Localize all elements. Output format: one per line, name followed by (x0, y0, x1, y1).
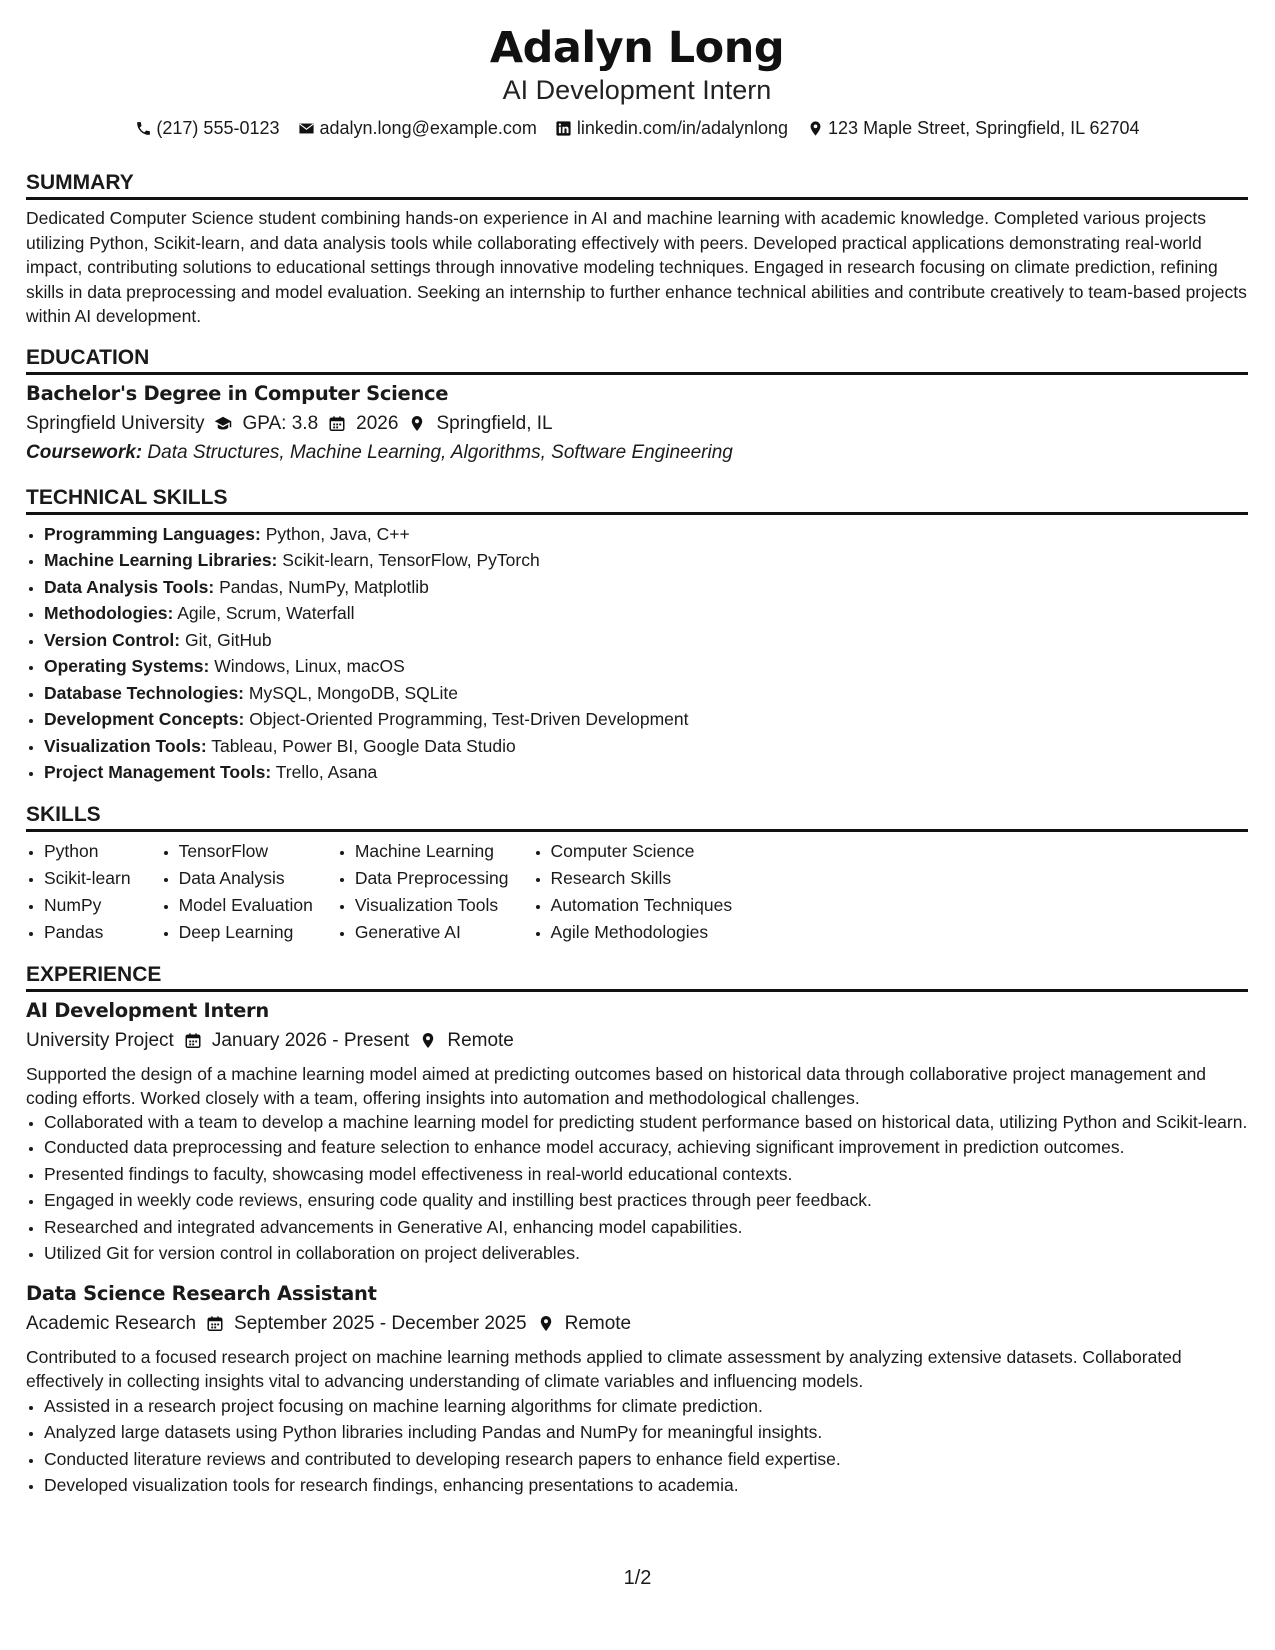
skills-column (161, 838, 313, 946)
resume-page (26, 22, 1248, 1499)
job-meta (26, 1026, 1248, 1056)
gpa-text: GPA: 3.8 (242, 412, 319, 434)
map-pin-icon (408, 415, 426, 433)
skill-label: Database Technologies: (44, 682, 245, 703)
list-item: • Engaged in weekly code reviews, ensuring code quality and instilling best practices through peer feedback. (44, 1187, 1248, 1214)
list-item: • Conducted data preprocessing and feature selection to enhance model accuracy, achieving significant improvement in prediction outcomes. (44, 1134, 1248, 1161)
list-item: • Analyzed large datasets using Python libraries including Pandas and NumPy for meaningful insights. (44, 1419, 1248, 1446)
list-item (44, 653, 1248, 680)
map-pin-icon (419, 1032, 437, 1050)
skills-column (26, 838, 131, 946)
technical-skills-heading: TECHNICAL SKILLS (26, 485, 1248, 515)
technical-skills-list (26, 521, 1248, 786)
list-item: • Visualization Tools (355, 892, 509, 919)
contact-bar (26, 116, 1248, 140)
skill-value: Scikit-learn, TensorFlow, PyTorch (282, 550, 540, 570)
list-item: • Researched and integrated advancements in Generative AI, enhancing model capabilities. (44, 1214, 1248, 1241)
list-item: • Model Evaluation (179, 892, 313, 919)
candidate-name: Adalyn Long (489, 23, 785, 73)
list-item (44, 547, 1248, 574)
linkedin-icon (555, 119, 573, 137)
list-item: • NumPy (44, 892, 131, 919)
skills-section (26, 802, 1248, 946)
graduation-year: 2026 (356, 412, 399, 434)
job-dates: September 2025 - December 2025 (234, 1312, 527, 1334)
skill-value: Object-Oriented Programming, Test-Driven Development (249, 709, 689, 729)
map-pin-icon (537, 1315, 555, 1333)
list-item: • TensorFlow (179, 838, 313, 865)
skill-value: Windows, Linux, macOS (214, 656, 405, 676)
list-item: • Conducted literature reviews and contributed to developing research papers to enhance field expertise. (44, 1446, 1248, 1473)
education-location: Springfield, IL (436, 412, 553, 434)
skill-value: Python, Java, C++ (265, 523, 410, 544)
coursework (26, 439, 1248, 467)
job-location: Remote (564, 1312, 632, 1334)
calendar-icon (328, 415, 346, 433)
list-item: • Python (44, 838, 131, 865)
list-item: • Deep Learning (179, 919, 313, 946)
skill-value: Pandas, NumPy, Matplotlib (219, 576, 429, 597)
education-heading: EDUCATION (26, 345, 1248, 375)
list-item (44, 733, 1248, 760)
job-org: Academic Research (26, 1312, 197, 1334)
contact-email[interactable] (298, 116, 537, 140)
calendar-icon (184, 1032, 202, 1050)
contact-address (806, 116, 1140, 140)
coursework-list: Data Structures, Machine Learning, Algorithms, Software Engineering (147, 441, 733, 463)
skill-label: Data Analysis Tools: (44, 576, 215, 597)
job-title: AI Development Intern (26, 998, 269, 1022)
list-item: • Research Skills (551, 865, 733, 892)
skill-value: MySQL, MongoDB, SQLite (248, 682, 459, 703)
job-org: University Project (26, 1029, 174, 1051)
education-section (26, 345, 1248, 467)
calendar-icon (206, 1315, 224, 1333)
list-item: • Assisted in a research project focusing on machine learning algorithms for climate prediction. (44, 1393, 1248, 1420)
address-text: 123 Maple Street, Springfield, IL 62704 (828, 118, 1140, 138)
job-description: Supported the design of a machine learning model aimed at predicting outcomes based on historical data through collaborative project management and coding efforts. Worked closely with a team, offering insights into automation and methodological challenges. (26, 1063, 1207, 1108)
experience-entry (26, 1281, 1248, 1499)
list-item: • Collaborated with a team to develop a machine learning model for predicting student performance based on historical data, utilizing Python and Scikit-learn. (44, 1110, 1248, 1135)
list-item: • Machine Learning (355, 838, 509, 865)
job-title: Data Science Research Assistant (26, 1281, 377, 1305)
summary-heading: SUMMARY (26, 170, 1248, 200)
page-number: 1/2 (623, 1567, 652, 1589)
skill-label: Machine Learning Libraries: (44, 550, 278, 570)
phone-text: (217) 555-0123 (156, 118, 280, 138)
candidate-role: AI Development Intern (502, 75, 772, 105)
list-item (44, 574, 1248, 601)
experience-heading: EXPERIENCE (26, 962, 1248, 992)
map-pin-icon (806, 119, 824, 137)
list-item: • Scikit-learn (44, 865, 131, 892)
linkedin-text: linkedin.com/in/adalynlong (576, 118, 789, 138)
skill-label: Operating Systems: (44, 656, 210, 676)
list-item: • Computer Science (551, 838, 733, 865)
skills-grid (26, 838, 1248, 946)
list-item: • Developed visualization tools for research findings, enhancing presentations to academia. (44, 1472, 1248, 1499)
job-dates: January 2026 - Present (211, 1029, 410, 1051)
skill-value: Trello, Asana (275, 762, 378, 782)
skill-value: Git, GitHub (185, 629, 272, 650)
list-item (44, 706, 1248, 733)
list-item (44, 521, 1248, 548)
job-meta (26, 1309, 1248, 1339)
contact-linkedin[interactable] (555, 116, 788, 140)
contact-phone (134, 116, 279, 140)
skill-label: Visualization Tools: (44, 735, 207, 756)
graduation-cap-icon (214, 415, 232, 433)
degree-title: Bachelor's Degree in Computer Science (26, 381, 449, 405)
skills-column (337, 838, 509, 946)
list-item: • Generative AI (355, 919, 509, 946)
education-meta (26, 409, 1248, 439)
skills-heading: SKILLS (26, 802, 1248, 832)
skill-label: Project Management Tools: (44, 762, 272, 782)
list-item: • Pandas (44, 919, 131, 946)
list-item (44, 627, 1248, 654)
summary-text: Dedicated Computer Science student combining hands-on experience in AI and machine learning with academic knowledge. Completed various projects utilizing Python, Scikit-learn, and data analysis tools while collaborating effectively with peers. Developed practical applications demonstrating real-world impact, contributing solutions to educational settings through innovative modeling techniques. Engaged in research focusing on climate prediction, refining skills in data preprocessing and model evaluation. Seeking an internship to further enhance technical abilities and contribute creatively to team-based projects within AI development. (26, 208, 1247, 326)
skill-label: Version Control: (44, 629, 181, 650)
school-name: Springfield University (26, 412, 205, 434)
job-bullets (26, 1393, 1248, 1499)
list-item (44, 680, 1248, 707)
list-item: • Automation Techniques (551, 892, 733, 919)
technical-skills-section (26, 485, 1248, 786)
experience-entry (26, 998, 1248, 1267)
job-bullets (26, 1110, 1248, 1267)
job-description: Contributed to a focused research project on machine learning methods applied to climate assessment by analyzing extensive datasets. Collaborated effectively in collecting insights vital to advancing understanding of climate variables and influencing models. (26, 1346, 1182, 1391)
skill-value: Tableau, Power BI, Google Data Studio (211, 735, 516, 756)
list-item: • Presented findings to faculty, showcasing model effectiveness in real-world educational contexts. (44, 1161, 1248, 1188)
skill-label: Programming Languages: (44, 523, 261, 544)
email-text: adalyn.long@example.com (319, 118, 537, 138)
coursework-label: Coursework: (26, 441, 143, 463)
phone-icon (134, 119, 152, 137)
list-item: • Agile Methodologies (551, 919, 733, 946)
list-item (44, 759, 1248, 786)
list-item: • Data Preprocessing (355, 865, 509, 892)
skills-column (533, 838, 733, 946)
skill-label: Development Concepts: (44, 709, 245, 729)
experience-section (26, 962, 1248, 1499)
summary-section (26, 170, 1248, 329)
envelope-icon (298, 119, 316, 137)
list-item (44, 600, 1248, 627)
list-item: • Utilized Git for version control in collaboration on project deliverables. (44, 1240, 1248, 1267)
skill-label: Methodologies: (44, 603, 174, 623)
list-item: • Data Analysis (179, 865, 313, 892)
job-location: Remote (447, 1029, 514, 1051)
skill-value: Agile, Scrum, Waterfall (177, 603, 355, 623)
